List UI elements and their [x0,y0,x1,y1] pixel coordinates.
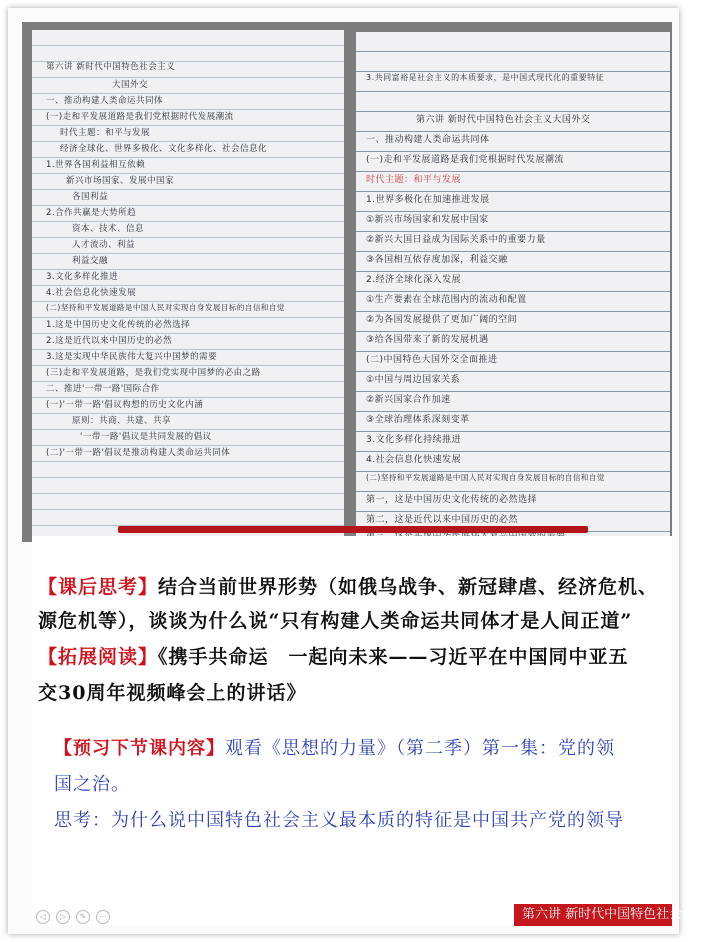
note-line: 3.文化多样化推进 [46,272,119,282]
note-line: ②为各国发展提供了更加广阔的空间 [366,315,518,325]
note-line: (三)走和平发展道路，是我们党实现中国梦的必由之路 [46,368,261,378]
note-line: 1.这是中国历史文化传统的必然选择 [46,320,191,330]
think-line-1 [38,572,658,599]
note-line: 第一，这是中国历史文化传统的必然选择 [366,495,538,505]
note-line: 第六讲 新时代中国特色社会主义 [46,62,176,72]
note-line: 2.合作共赢是大势所趋 [46,208,137,218]
note-line: 时代主题：和平与发展 [366,175,462,185]
note-line: 第二，这是近代以来中国历史的必然 [366,515,519,525]
note-line: ③全球治理体系深刻变革 [366,415,470,425]
note-line: ①新兴市场国家和发展中国家 [366,215,489,225]
note-line: ②新兴国家合作加速 [366,395,451,405]
note-line: (二)中国特色大国外交全面推进 [366,355,498,365]
preview-tag: 【预习下节课内容】 [54,738,225,759]
slide-footer-label: 第六讲 新时代中国特色社会主义 [514,904,672,926]
note-line: '一带一路'倡议是共同发展的倡议 [80,432,212,442]
note-line: 利益交融 [72,256,109,266]
note-line: 3.共同富裕是社会主义的本质要求，是中国式现代化的重要特征 [366,73,605,82]
notebook-page-left [32,30,344,538]
note-line: 4.社会信息化快速发展 [46,288,137,298]
read-tag: 【拓展阅读】 [38,646,159,668]
note-line: (二)'一带一路'倡议是推动构建人类命运共同体 [46,448,231,458]
next-slide-icon[interactable]: ▷ [56,910,70,924]
note-line: 原则：共商、共建、共享 [72,416,172,426]
note-line: ③给各国带来了新的发展机遇 [366,335,489,345]
note-line: 一、推动构建人类命运共同体 [46,96,164,106]
think-text: 结合当前世界形势（如俄乌战争、新冠肆虐、经济危机、 [158,576,659,598]
note-line: 经济全球化、世界多极化、文化多样化、社会信息化 [60,144,268,154]
notebook-page-right [356,32,670,538]
note-line: 1.世界多极化在加速推进发展 [366,195,490,205]
note-line: 1.世界各国利益相互依赖 [46,160,146,170]
pen-icon[interactable]: ✎ [76,910,90,924]
photo-frame [8,8,708,934]
note-line: 人才流动、利益 [72,240,136,250]
note-line: 3.这是实现中华民族伟大复兴中国梦的需要 [46,352,218,362]
note-line: 资本、技术、信息 [72,224,145,234]
think-tag: 【课后思考】 [38,576,159,598]
question-line: 思考：为什么说中国特色社会主义最本质的特征是中国共产党的领导 [54,810,624,831]
note-line: 3.文化多样化持续推进 [366,435,462,445]
note-line: 新兴市场国家、发展中国家 [66,176,175,186]
note-line: 第六讲 新时代中国特色社会主义大国外交 [416,115,591,125]
note-line: 2.这是近代以来中国历史的必然 [46,336,173,346]
lecture-slide [32,536,708,926]
note-line: 时代主题：和平与发展 [60,128,151,138]
note-line: ③各国相互依存度加深，利益交融 [366,255,508,265]
read-text: 《携手共命运 一起向未来——习近平在中国同中亚五 [158,646,629,668]
preview-line-1 [54,734,615,760]
note-line: (二)坚持和平发展道路是中国人民对实现自身发展目标的自信和自觉 [366,473,605,482]
note-line: (二)坚持和平发展道路是中国人民对实现自身发展目标的自信和自觉 [46,303,285,312]
slide-top-bar [118,526,588,533]
prev-slide-icon[interactable]: ◁ [36,910,50,924]
note-line: ②新兴大国日益成为国际关系中的重要力量 [366,235,546,245]
preview-text: 观看《思想的力量》（第二季）第一集：党的领 [225,738,615,759]
note-line: ①中国与周边国家关系 [366,375,461,385]
think-line-2: 源危机等），谈谈为什么说“只有构建人类命运共同体才是人间正道” [38,610,633,632]
read-line-1 [38,642,629,669]
note-line: 4.社会信息化快速发展 [366,455,462,465]
note-line: 各国利益 [72,192,109,202]
more-icon[interactable]: ⋯ [96,910,110,924]
note-line: 二、推进'一带一路'国际合作 [46,384,160,394]
preview-line-2: 国之治。 [54,774,130,795]
note-line: 一、推动构建人类命运共同体 [366,135,490,145]
note-line: (一)'一带一路'倡议构想的历史文化内涵 [46,400,204,410]
note-line: (一)走和平发展道路是我们党根据时代发展潮流 [366,155,565,165]
note-line: ①生产要素在全球范围内的流动和配置 [366,295,527,305]
read-line-2: 交30周年视频峰会上的讲话》 [38,682,307,704]
note-line: (一)走和平发展道路是我们党根据时代发展潮流 [46,112,234,122]
note-line: 大国外交 [112,80,149,90]
note-line: 2.经济全球化深入发展 [366,275,462,285]
